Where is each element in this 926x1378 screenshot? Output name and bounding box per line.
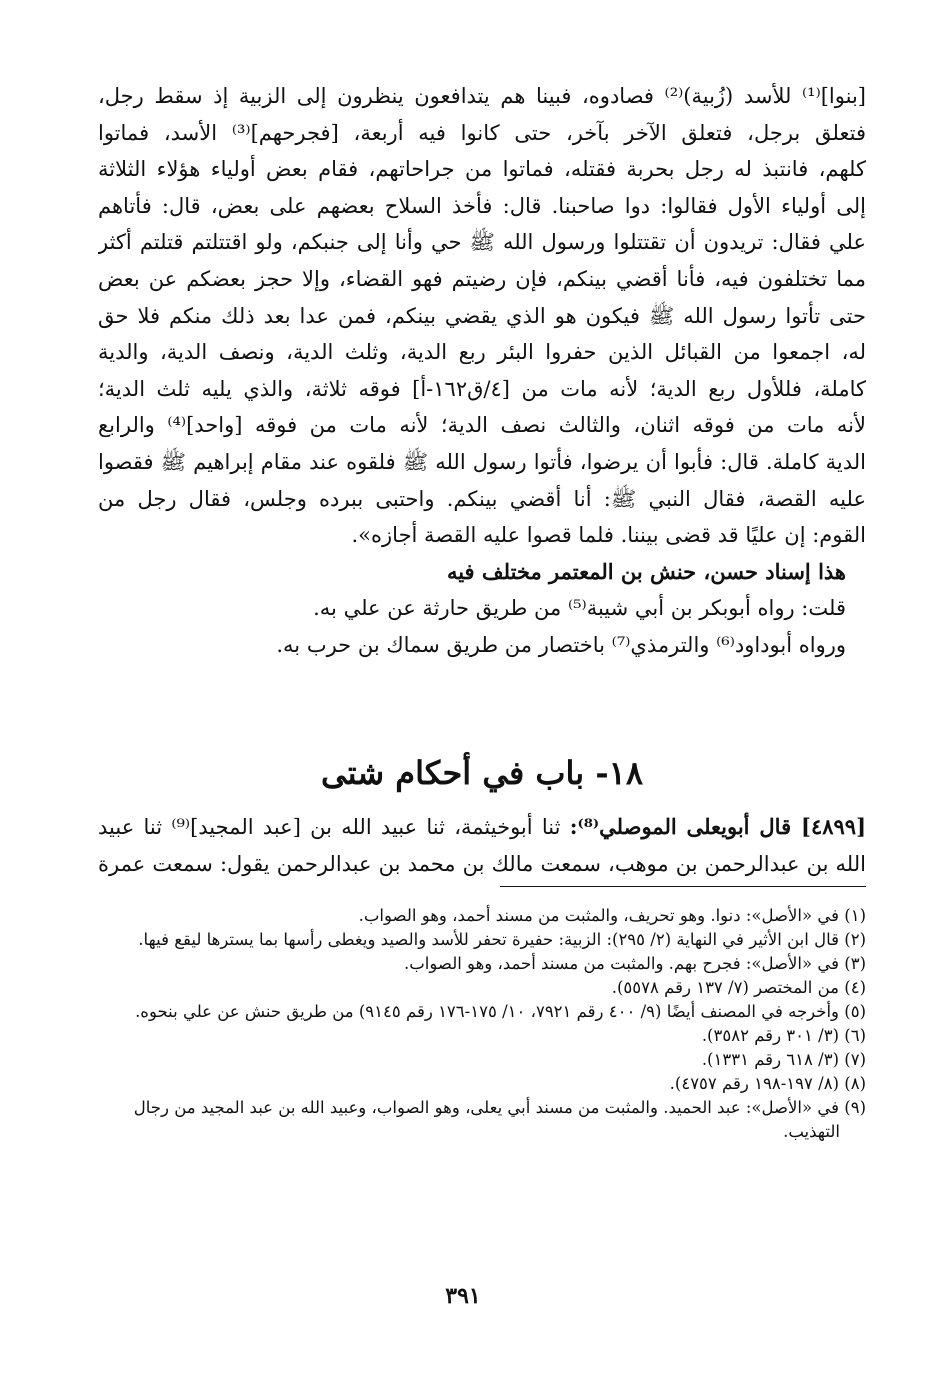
qult-paragraph: قلت: رواه أبوبكر بن أبي شيبة⁽⁵⁾ من طريق حارثة عن علي به. [313, 596, 846, 621]
hadith-first-line [98, 808, 866, 846]
isnad-note: هذا إسناد حسن، حنش بن المعتمر مختلف فيه [446, 558, 846, 584]
footnote: (١) في «الأصل»: دنوا. وهو تحريف، والمثبت من مسند أحمد، وهو الصواب. [358, 906, 866, 925]
hadith-second-line: الله بن عبدالرحمن بن موهب، سمعت مالك بن محمد بن عبدالرحمن يقول: سمعت عمرة [98, 852, 866, 876]
qult-paragraph: ورواه أبوداود⁽⁶⁾ والترمذي⁽⁷⁾ باختصار من طريق سماك بن حرب به. [276, 632, 846, 657]
footnote: (٣) في «الأصل»: فجرح بهم. والمثبت من مسند أحمد، وهو الصواب. [404, 954, 866, 973]
hadith-isnad: ثنا أبوخيثمة، ثنا عبيد الله بن [عبد المجيد]⁽⁹⁾ ثنا عبيد [98, 815, 570, 839]
text-line: [بنوا]⁽¹⁾ للأسد (زُبية)⁽²⁾ فصادوه، فبينا هم يتدافعون ينظرون إلى الزبية إذ سقط رجل، [98, 84, 866, 108]
text-line: فتعلق برجل، فتعلق الآخر بآخر، حتى كانوا فيه أربعة، [فجرحهم]⁽³⁾ الأسد، فماتوا [98, 120, 866, 145]
text-line: لأنه مات من فوقه اثنان، والثالث نصف الدية؛ لأنه مات من فوقه [واحد]⁽⁴⁾ والرابع [98, 413, 866, 438]
text-line: له، اجمعوا من القبائل الذين حفروا البئر ربع الدية، وثلث الدية، ونصف الدية، والدية [98, 340, 866, 365]
text-line: مما تختلفون فيه، فأنا أقضي بينكم، فإن رضيتم فهو القضاء، وإلا حجز بعضكم عن بعض [98, 266, 866, 291]
text-line: حتى تأتوا رسول الله ﷺ فيكون هو الذي يقضي بينكم، فمن عدا بعد ذلك منكم فلا حق [98, 303, 866, 328]
footnote: (٥) وأخرجه في المصنف أيضًا (٩/ ٤٠٠ رقم ٧٩٢١، ١٠/ ١٧٥-١٧٦ رقم ٩١٤٥) من طريق حنش عن علي بنحوه. [135, 1002, 866, 1021]
text-line: علي فقال: تريدون أن تقتتلوا ورسول الله ﷺ حي وأنا إلى جنبكم، ولو اقتتلتم قتلتم أكثر [98, 230, 866, 255]
chapter-heading: ١٨- باب في أحكام شتى [320, 754, 643, 792]
footnote: (٢) قال ابن الأثير في النهاية (٢/ ٢٩٥): الزبية: حفيرة تحفر للأسد والصيد ويغطى رأسها بما يسترها ليقع فيها. [138, 930, 866, 949]
text-line: كاملة، فللأول ربع الدية؛ لأنه مات من [٤/ق١٦٢-أ] فوقه ثلاثة، والذي يليه ثلث الدية؛ [98, 376, 866, 401]
text-line: إلى أولياء الأول فقالوا: دوا صاحبنا. قال: فأخذ السلاح بعضهم على بعض، قال: فأتاهم [98, 193, 866, 218]
footnote-divider [500, 886, 866, 887]
footnote: (٤) من المختصر (٧/ ١٣٧ رقم ٥٥٧٨). [611, 978, 866, 997]
footnote: (٨) (٨/ ١٩٧-١٩٨ رقم ٤٧٥٧). [669, 1074, 866, 1093]
footnote: (٩) في «الأصل»: عبد الحميد. والمثبت من مسند أبي يعلى، وهو الصواب، وعبيد الله بن عبد المجيد من رجال التهذيب. [133, 1098, 866, 1141]
page-number: ٣٩١ [445, 1283, 481, 1309]
footnotes [98, 904, 866, 1144]
footnote: (٧) (٣/ ٦١٨ رقم ١٣٣١). [701, 1050, 866, 1069]
footnote: (٦) (٣/ ٣٠١ رقم ٣٥٨٢). [701, 1026, 866, 1045]
text-line: كلهم، فانتبذ له رجل بحربة فقتله، فماتوا من جراحاتهم، فقام بعض أولياء هؤلاء الثلاثة [98, 157, 866, 182]
text-line: عليه القصة، فقال النبي ﷺ: أنا أقضي بينكم. واحتبى ببرده وجلس، فقال رجل من [98, 486, 866, 511]
main-text [98, 78, 866, 664]
hadith-number-narrator: [٤٨٩٩] قال أبويعلى الموصلي⁽⁸⁾: [569, 814, 866, 839]
hadith-entry [98, 808, 866, 883]
text-line: القوم: إن عليًا قد قضى بيننا. فلما قصوا عليه القصة أجازه». [351, 523, 866, 548]
text-line: الدية كاملة. قال: فأبوا أن يرضوا، فأتوا رسول الله ﷺ فلقوه عند مقام إبراهيم ﷺ فقصوا [98, 449, 866, 474]
